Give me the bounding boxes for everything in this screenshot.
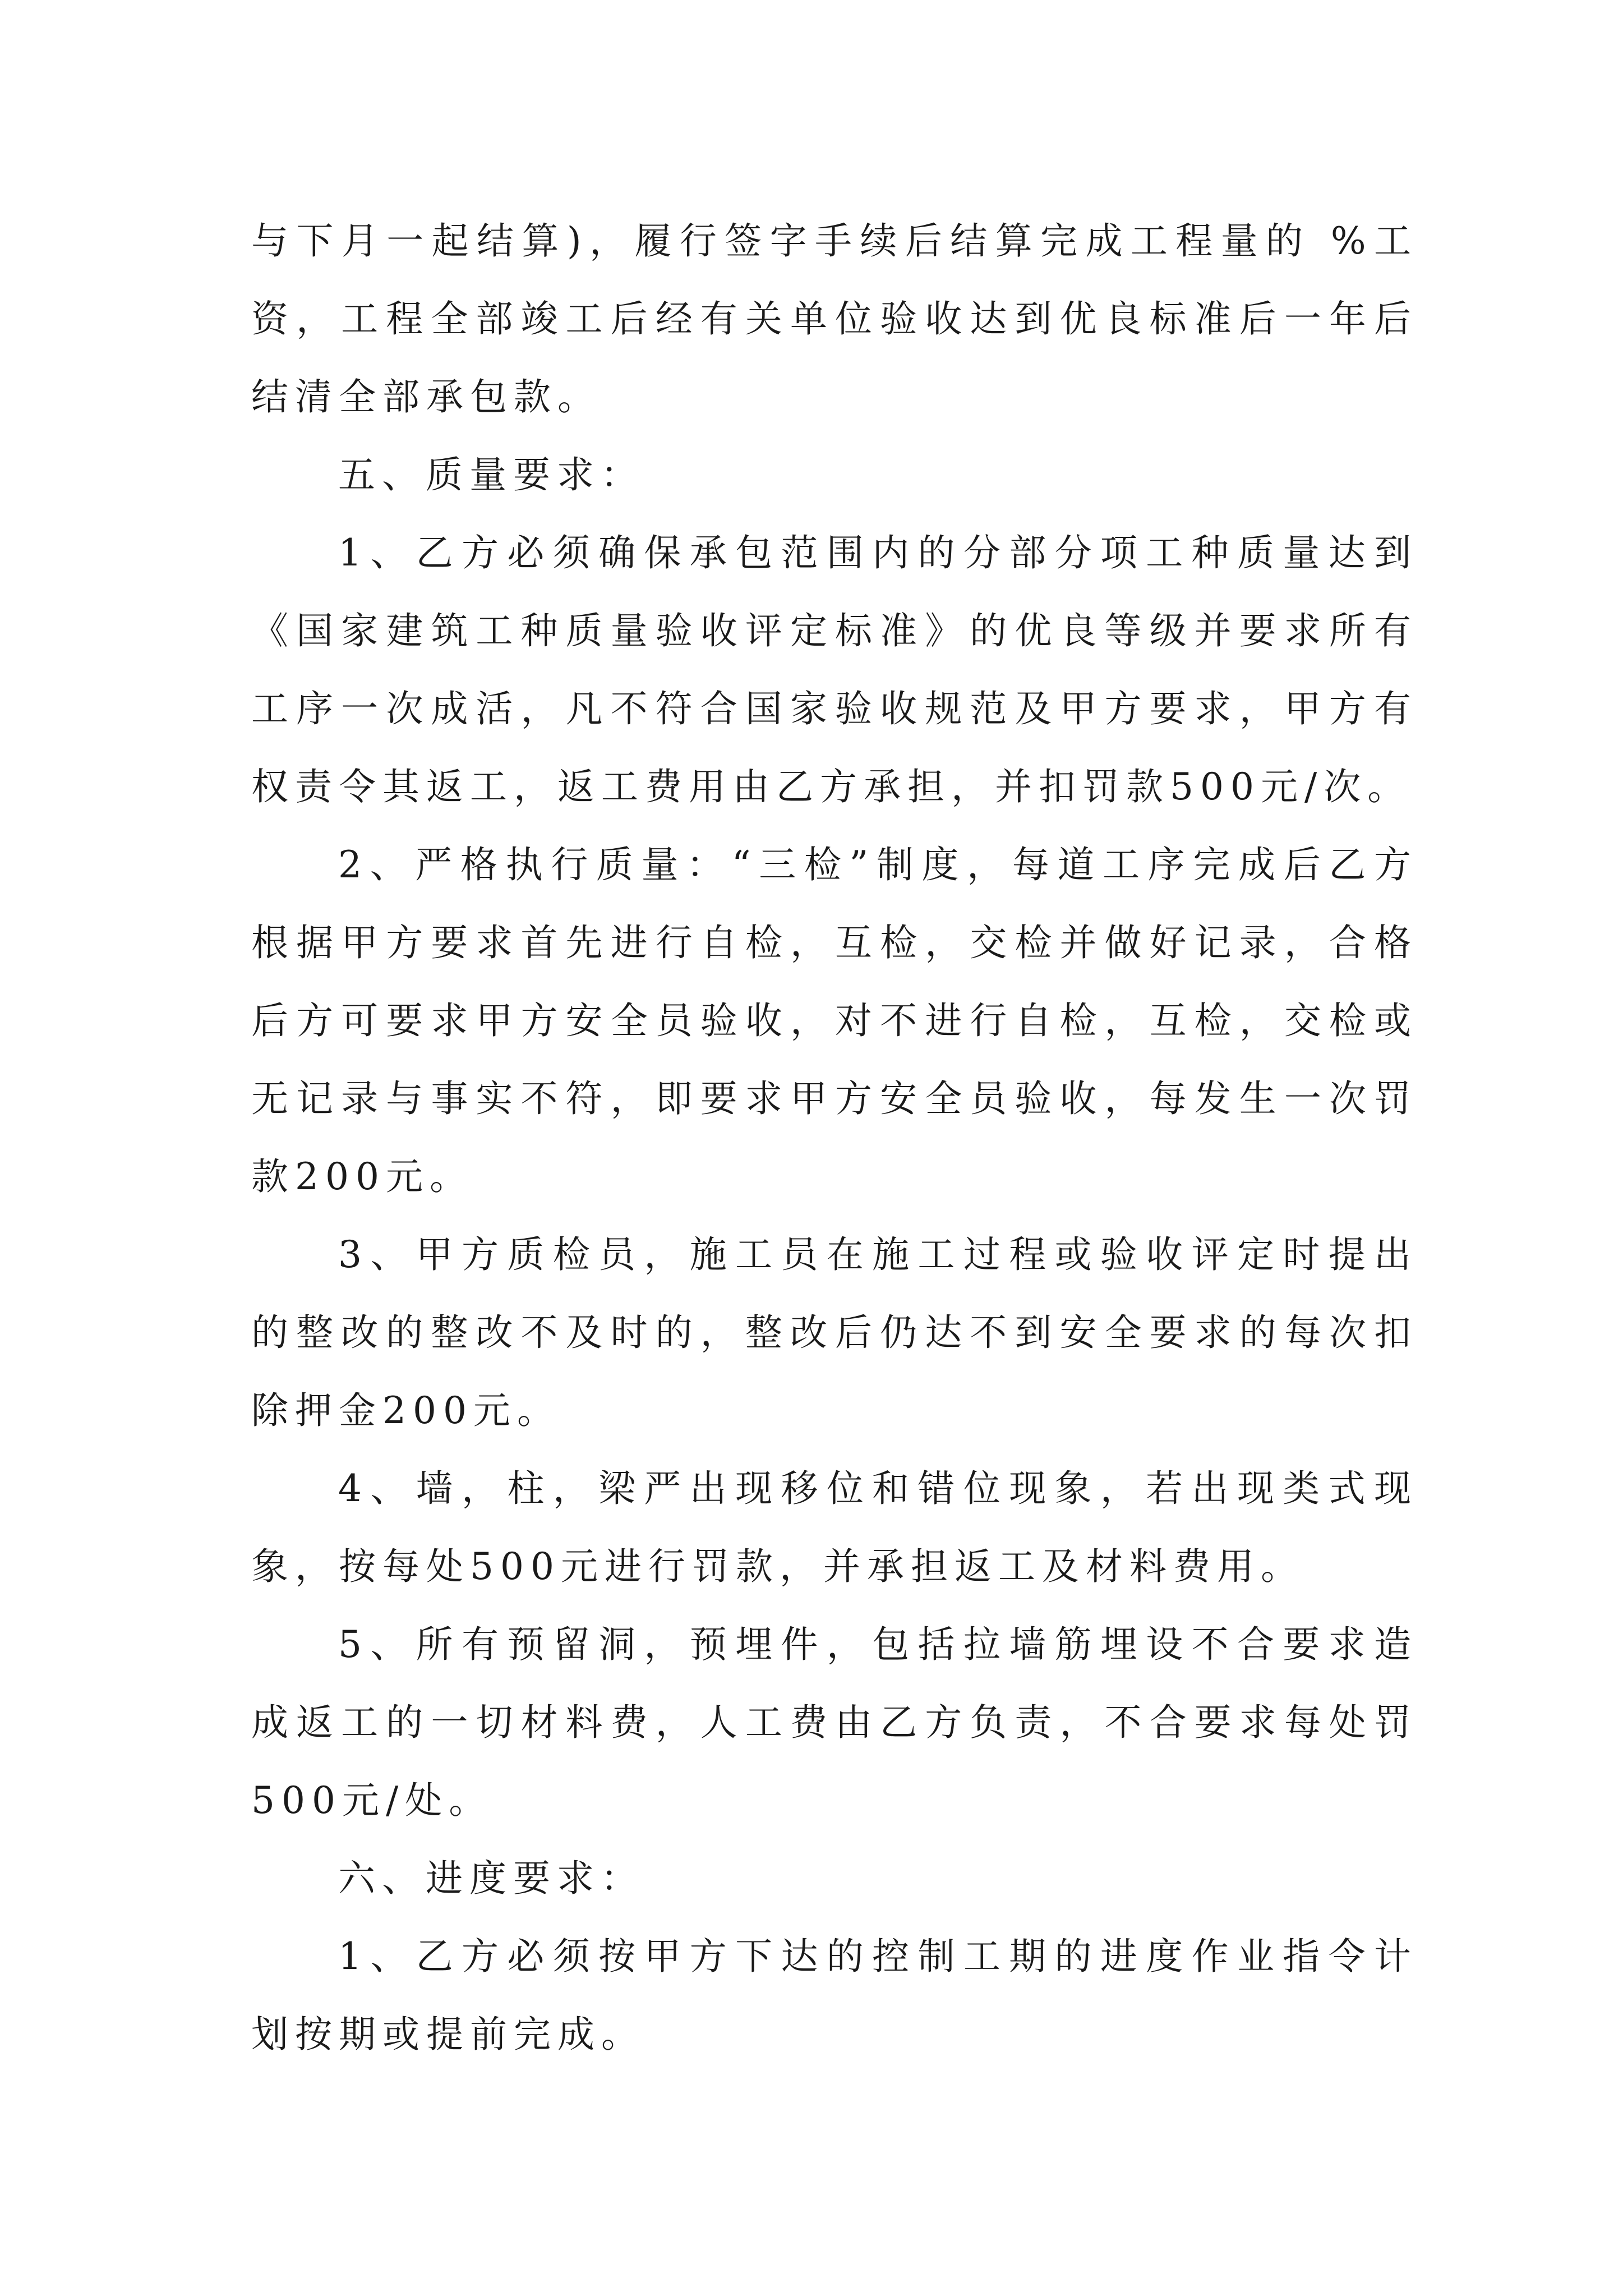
paragraph-quality-item-5: 5、所有预留洞，预埋件，包括拉墙筋埋设不合要求造成返工的一切材料费，人工费由乙方负责，不合要求每处罚500元/处。 — [251, 1623, 1418, 1822]
paragraph-quality-item-2: 2、严格执行质量：“三检”制度，每道工序完成后乙方根据甲方要求首先进行自检，互检，交检并做好记录，合格后方可要求甲方安全员验收，对不进行自检，互检，交检或无记录与事实不符，即要求甲方安全员验收，每发生一次罚款200元。 — [251, 843, 1418, 1198]
paragraph-schedule-item-1: 1、乙方必须按甲方下达的控制工期的进度作业指令计划按期或提前完成。 — [251, 1935, 1418, 2056]
paragraph-quality-item-1: 1、乙方必须确保承包范围内的分部分项工种质量达到《国家建筑工种质量验收评定标准》的优良等级并要求所有工序一次成活，凡不符合国家验收规范及甲方要求，甲方有权责令其返工，返工费用由乙方承担，并扣罚款500元/次。 — [251, 531, 1418, 808]
document-body — [251, 202, 1418, 2073]
paragraph-settlement-terms: 与下月一起结算)，履行签字手续后结算完成工程量的 %工资，工程全部竣工后经有关单位验收达到优良标准后一年后结清全部承包款。 — [251, 219, 1418, 418]
heading-quality-requirements: 五、质量要求： — [338, 453, 644, 496]
heading-schedule-requirements: 六、进度要求： — [338, 1857, 644, 1900]
paragraph-quality-item-4: 4、墙，柱，梁严出现移位和错位现象，若出现类式现象，按每处500元进行罚款，并承担返工及材料费用。 — [251, 1467, 1418, 1588]
paragraph-quality-item-3: 3、甲方质检员，施工员在施工过程或验收评定时提出的整改的整改不及时的，整改后仍达不到安全要求的每次扣除押金200元。 — [251, 1233, 1418, 1432]
